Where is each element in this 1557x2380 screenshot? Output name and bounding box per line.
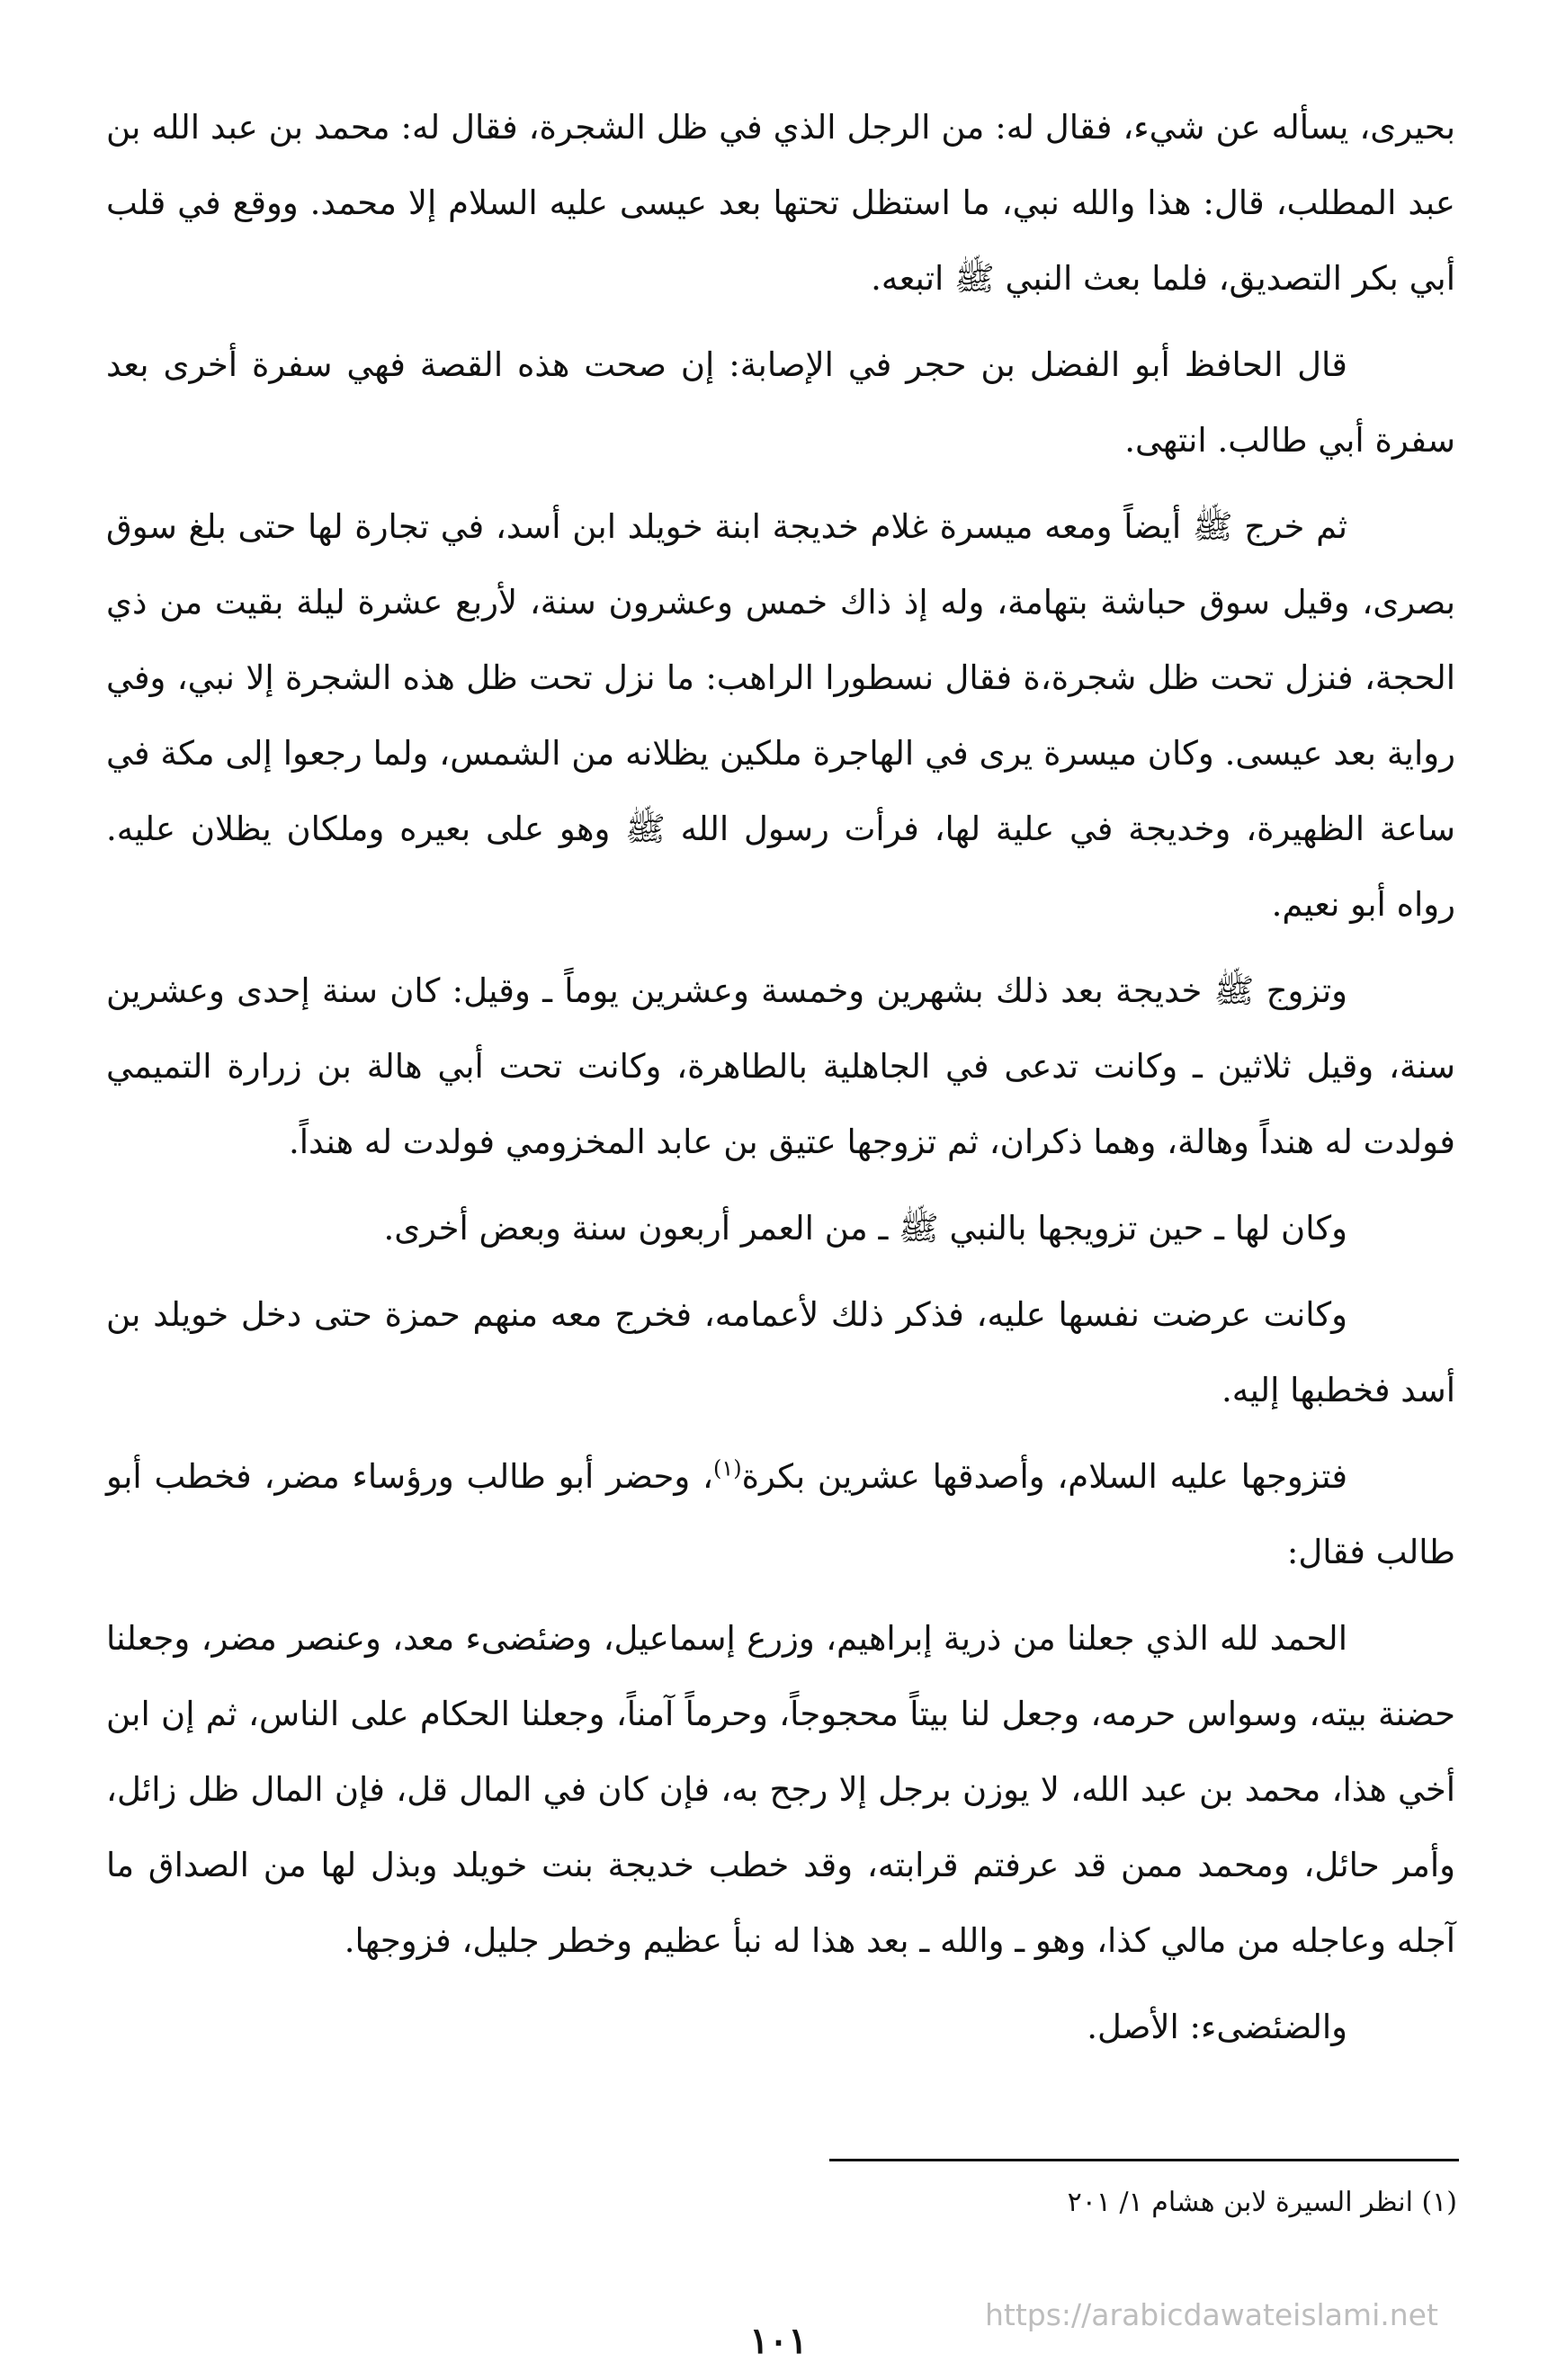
dowry-text-end: ، وحضر أبو طالب ورؤساء مضر، فخطب أبو طالب فقال: (106, 1457, 1455, 1571)
dowry-text-start: فتزوجها عليه السلام، وأصدقها عشرين بكرة (741, 1457, 1348, 1496)
footnote-divider (829, 2159, 1459, 2161)
page-number: ١٠١ (749, 2320, 808, 2362)
paragraph-marriage-khadija: وتزوج ﷺ خديجة بعد ذلك بشهرين وخمسة وعشرين يوماً ـ وقيل: كان سنة إحدى وعشرين سنة، وقيل ثلاثين ـ وكانت تدعى في الجاهلية بالطاهرة، وكانت تحت أبي هالة بن زرارة التميمي فولدت له هنداً وهالة، وهما ذكران، ثم تزوجها عتيق بن عابد المخزومي فولدت له هنداً. (106, 971, 1455, 1161)
footnote: (١) انظر السيرة لابن هشام ١/ ٢٠١ (1067, 2187, 1457, 2218)
paragraph-bahira: بحيرى، يسأله عن شيء، فقال له: من الرجل الذي في ظل الشجرة، فقال له: محمد بن عبد الله بن عبد المطلب، قال: هذا والله نبي، ما استظل تحتها بعد عيسى عليه السلام إلا محمد. ووقع في قلب أبي بكر التصديق، فلما بعث النبي ﷺ اتبعه. (106, 108, 1455, 298)
footnote-reference[interactable]: (١) (712, 1455, 742, 1481)
paragraph-dowry (106, 1439, 1455, 1590)
watermark-url: https://arabicdawateislami.net (985, 2297, 1438, 2332)
page-body (106, 90, 1455, 2076)
paragraph-sermon: الحمد لله الذي جعلنا من ذرية إبراهيم، وزرع إسماعيل، وضئضىء معد، وعنصر مضر، وجعلنا حضنة بيته، وسواس حرمه، وجعل لنا بيتاً محجوجاً، وحرماً آمناً، وجعلنا الحكام على الناس، ثم إن ابن أخي هذا، محمد بن عبد الله، لا يوزن برجل إلا رجح به، فإن كان في المال قل، فإن المال ظل زائل، وأمر حائل، ومحمد ممن قد عرفتم قرابته، وقد خطب خديجة بنت خويلد وبذل لها من الصداق ما آجله وعاجله من مالي كذا، وهو ـ والله ـ بعد هذا له نبأ عظيم وخطر جليل، فزوجها. (106, 1619, 1455, 1960)
paragraph-trade-journey: ثم خرج ﷺ أيضاً ومعه ميسرة غلام خديجة ابنة خويلد ابن أسد، في تجارة لها حتى بلغ سوق بصرى، وقيل سوق حباشة بتهامة، وله إذ ذاك خمس وعشرون سنة، لأربع عشرة ليلة بقيت من ذي الحجة، فنزل تحت ظل شجرة،ة فقال نسطورا الراهب: ما نزل تحت ظل هذه الشجرة إلا نبي، وفي رواية بعد عيسى. وكان ميسرة يرى في الهاجرة ملكين يظلانه من الشمس، ولما رجعوا إلى مكة في ساعة الظهيرة، وخديجة في علية لها، فرأت رسول الله ﷺ وهو على بعيره وملكان يظلان عليه. رواه أبو نعيم. (106, 507, 1455, 924)
paragraph-proposal: وكانت عرضت نفسها عليه، فذكر ذلك لأعمامه، فخرج معه منهم حمزة حتى دخل خويلد بن أسد فخطبها إليه. (106, 1295, 1455, 1409)
paragraph-definition: والضئضىء: الأصل. (1087, 2008, 1347, 2046)
paragraph-ibn-hajar: قال الحافظ أبو الفضل بن حجر في الإصابة: إن صحت هذه القصة فهي سفرة أخرى بعد سفرة أبي طالب. انتهى. (106, 345, 1455, 460)
paragraph-age: وكان لها ـ حين تزويجها بالنبي ﷺ ـ من العمر أربعون سنة وبعض أخرى. (383, 1209, 1347, 1248)
